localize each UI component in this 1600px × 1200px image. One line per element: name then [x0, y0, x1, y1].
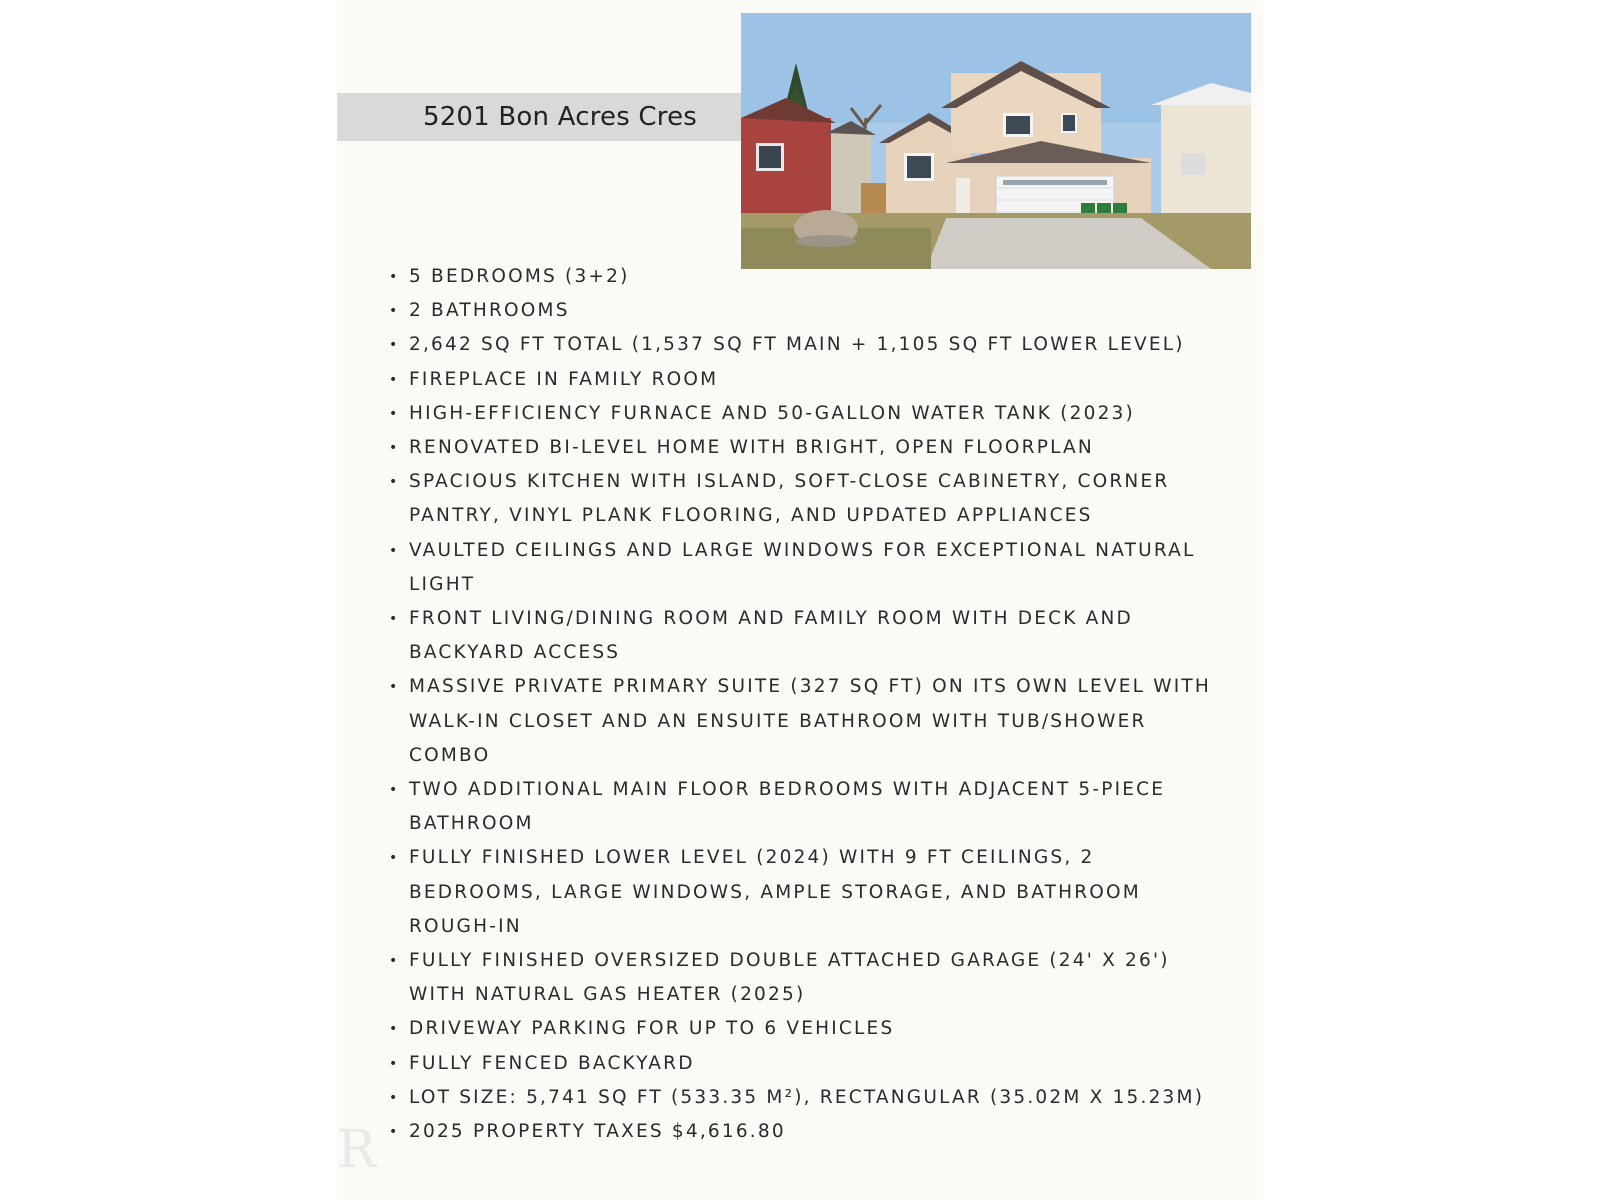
list-item: • FULLY FINISHED LOWER LEVEL (2024) WITH 9 FT CEILINGS, 2 BEDROOMS, LARGE WINDOWS, AMPLE STORAGE, AND BATHROOM ROUGH-IN [389, 841, 1229, 944]
list-item: • LOT SIZE: 5,741 SQ FT (533.35 M²), RECTANGULAR (35.02M X 15.23M) [389, 1081, 1229, 1115]
list-item: • RENOVATED BI-LEVEL HOME WITH BRIGHT, OPEN FLOORPLAN [389, 431, 1229, 465]
list-item: • TWO ADDITIONAL MAIN FLOOR BEDROOMS WITH ADJACENT 5-PIECE BATHROOM [389, 773, 1229, 841]
list-item: • MASSIVE PRIVATE PRIMARY SUITE (327 SQ FT) ON ITS OWN LEVEL WITH WALK-IN CLOSET AND AN ENSUITE BATHROOM WITH TUB/SHOWER COMBO [389, 670, 1229, 773]
list-item: • 2025 PROPERTY TAXES $4,616.80 [389, 1115, 1229, 1149]
list-item: • SPACIOUS KITCHEN WITH ISLAND, SOFT-CLOSE CABINETRY, CORNER PANTRY, VINYL PLANK FLOORING, AND UPDATED APPLIANCES [389, 465, 1229, 533]
list-item: • FIREPLACE IN FAMILY ROOM [389, 363, 1229, 397]
listing-sheet [337, 0, 1263, 1200]
list-item: • FULLY FINISHED OVERSIZED DOUBLE ATTACHED GARAGE (24' X 26') WITH NATURAL GAS HEATER (2025) [389, 944, 1229, 1012]
list-item: • DRIVEWAY PARKING FOR UP TO 6 VEHICLES [389, 1012, 1229, 1046]
list-item: • 5 BEDROOMS (3+2) [389, 260, 1229, 294]
list-item: • HIGH-EFFICIENCY FURNACE AND 50-GALLON WATER TANK (2023) [389, 397, 1229, 431]
list-item: • 2 BATHROOMS [389, 294, 1229, 328]
feature-list [389, 260, 1229, 1149]
house-photo [741, 13, 1251, 269]
house-photo-illustration [741, 13, 1251, 269]
watermark-logo-icon: R [337, 1120, 377, 1180]
list-item: • FULLY FENCED BACKYARD [389, 1047, 1229, 1081]
list-item: • FRONT LIVING/DINING ROOM AND FAMILY ROOM WITH DECK AND BACKYARD ACCESS [389, 602, 1229, 670]
listing-address: 5201 Bon Acres Cres [422, 102, 698, 132]
list-item: • VAULTED CEILINGS AND LARGE WINDOWS FOR EXCEPTIONAL NATURAL LIGHT [389, 534, 1229, 602]
list-item: • 2,642 SQ FT TOTAL (1,537 SQ FT MAIN + 1,105 SQ FT LOWER LEVEL) [389, 328, 1229, 362]
